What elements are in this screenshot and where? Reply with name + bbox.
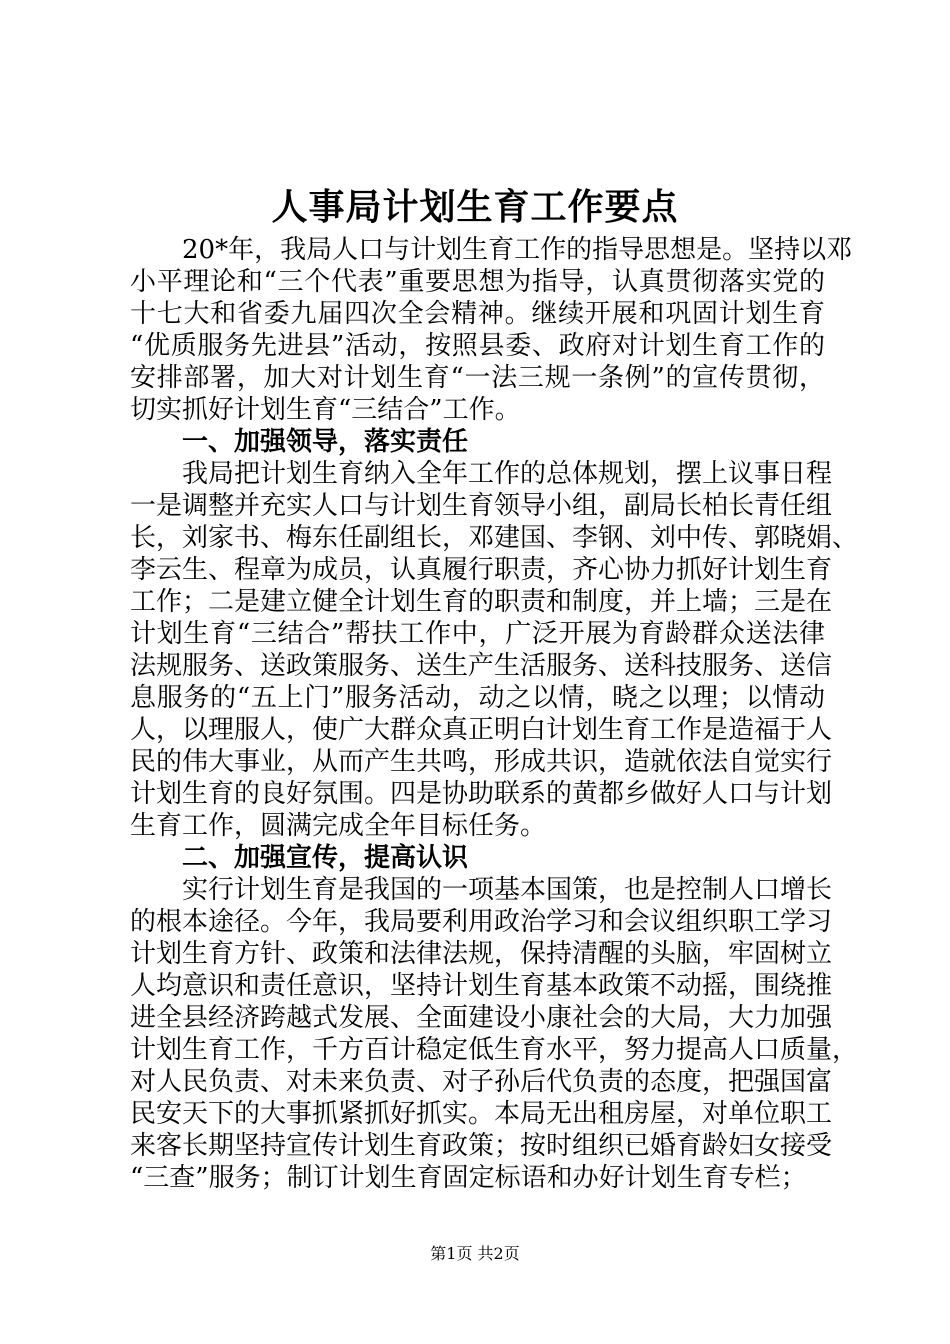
document-title: 人事局计划生育工作要点 — [271, 187, 679, 228]
section-heading: 二、加强宣传，提高认识 — [182, 843, 469, 873]
paragraph-line: 生育工作，圆满完成全年目标任务。 — [130, 811, 547, 841]
page-number-footer: 第1页 共2页 — [430, 1244, 520, 1263]
paragraph-line: 的根本途径。今年，我局要利用政治学习和会议组织职工学习 — [130, 907, 833, 937]
paragraph-line: 实行计划生育是我国的一项基本国策，也是控制人口增长 — [182, 875, 833, 905]
paragraph-line: 切实抓好计划生育“三结合”工作。 — [130, 395, 521, 425]
paragraph-line: 民的伟大事业，从而产生共鸣，形成共识，造就依法自觉实行 — [130, 747, 833, 777]
paragraph-line: 小平理论和“三个代表”重要思想为指导，认真贯彻落实党的 — [130, 267, 825, 297]
paragraph-line: 计划生育“三结合”帮扶工作中，广泛开展为育龄群众送法律 — [130, 619, 825, 649]
paragraph-line: 进全县经济跨越式发展、全面建设小康社会的大局，大力加强 — [130, 1003, 833, 1033]
paragraph-line: 十七大和省委九届四次全会精神。继续开展和巩固计划生育 — [130, 299, 825, 329]
paragraph-line: 我局把计划生育纳入全年工作的总体规划，摆上议事日程 — [182, 459, 833, 489]
paragraph-line: 长，刘家书、梅东任副组长，邓建国、李钢、刘中传、郭晓娟、 — [130, 523, 859, 553]
paragraph-line: 计划生育方针、政策和法律法规，保持清醒的头脑，牢固树立 — [130, 939, 833, 969]
paragraph-line: 人均意识和责任意识，坚持计划生育基本政策不动摇，围绕推 — [130, 971, 833, 1001]
paragraph-line: 李云生、程章为成员，认真履行职责，齐心协力抓好计划生育 — [130, 555, 833, 585]
paragraph-line: 计划生育的良好氛围。四是协助联系的黄都乡做好人口与计划 — [130, 779, 833, 809]
paragraph-line: 息服务的“五上门”服务活动，动之以情，晓之以理；以情动 — [130, 683, 825, 713]
paragraph-line: 计划生育工作，千方百计稳定低生育水平，努力提高人口质量， — [130, 1035, 859, 1065]
paragraph-line: “三查”服务；制订计划生育固定标语和办好计划生育专栏； — [130, 1163, 807, 1193]
paragraph-line: 来客长期坚持宣传计划生育政策；按时组织已婚育龄妇女接受 — [130, 1131, 833, 1161]
document-body — [130, 234, 859, 1194]
paragraph-line: 工作；二是建立健全计划生育的职责和制度，并上墙；三是在 — [130, 587, 833, 617]
paragraph-line: 人，以理服人，使广大群众真正明白计划生育工作是造福于人 — [130, 715, 833, 745]
paragraph-line: 民安天下的大事抓紧抓好抓实。本局无出租房屋，对单位职工 — [130, 1099, 833, 1129]
paragraph-line: “优质服务先进县”活动，按照县委、政府对计划生育工作的 — [130, 331, 825, 361]
paragraph-line: 法规服务、送政策服务、送生产生活服务、送科技服务、送信 — [130, 651, 833, 681]
paragraph-line: 对人民负责、对未来负责、对子孙后代负责的态度，把强国富 — [130, 1067, 833, 1097]
paragraph-line: 20*年，我局人口与计划生育工作的指导思想是。坚持以邓 — [182, 235, 853, 265]
paragraph-line: 一是调整并充实人口与计划生育领导小组，副局长柏长青任组 — [130, 491, 833, 521]
paragraph-line: 安排部署，加大对计划生育“一法三规一条例”的宣传贯彻， — [130, 363, 825, 393]
section-heading: 一、加强领导，落实责任 — [182, 427, 469, 457]
